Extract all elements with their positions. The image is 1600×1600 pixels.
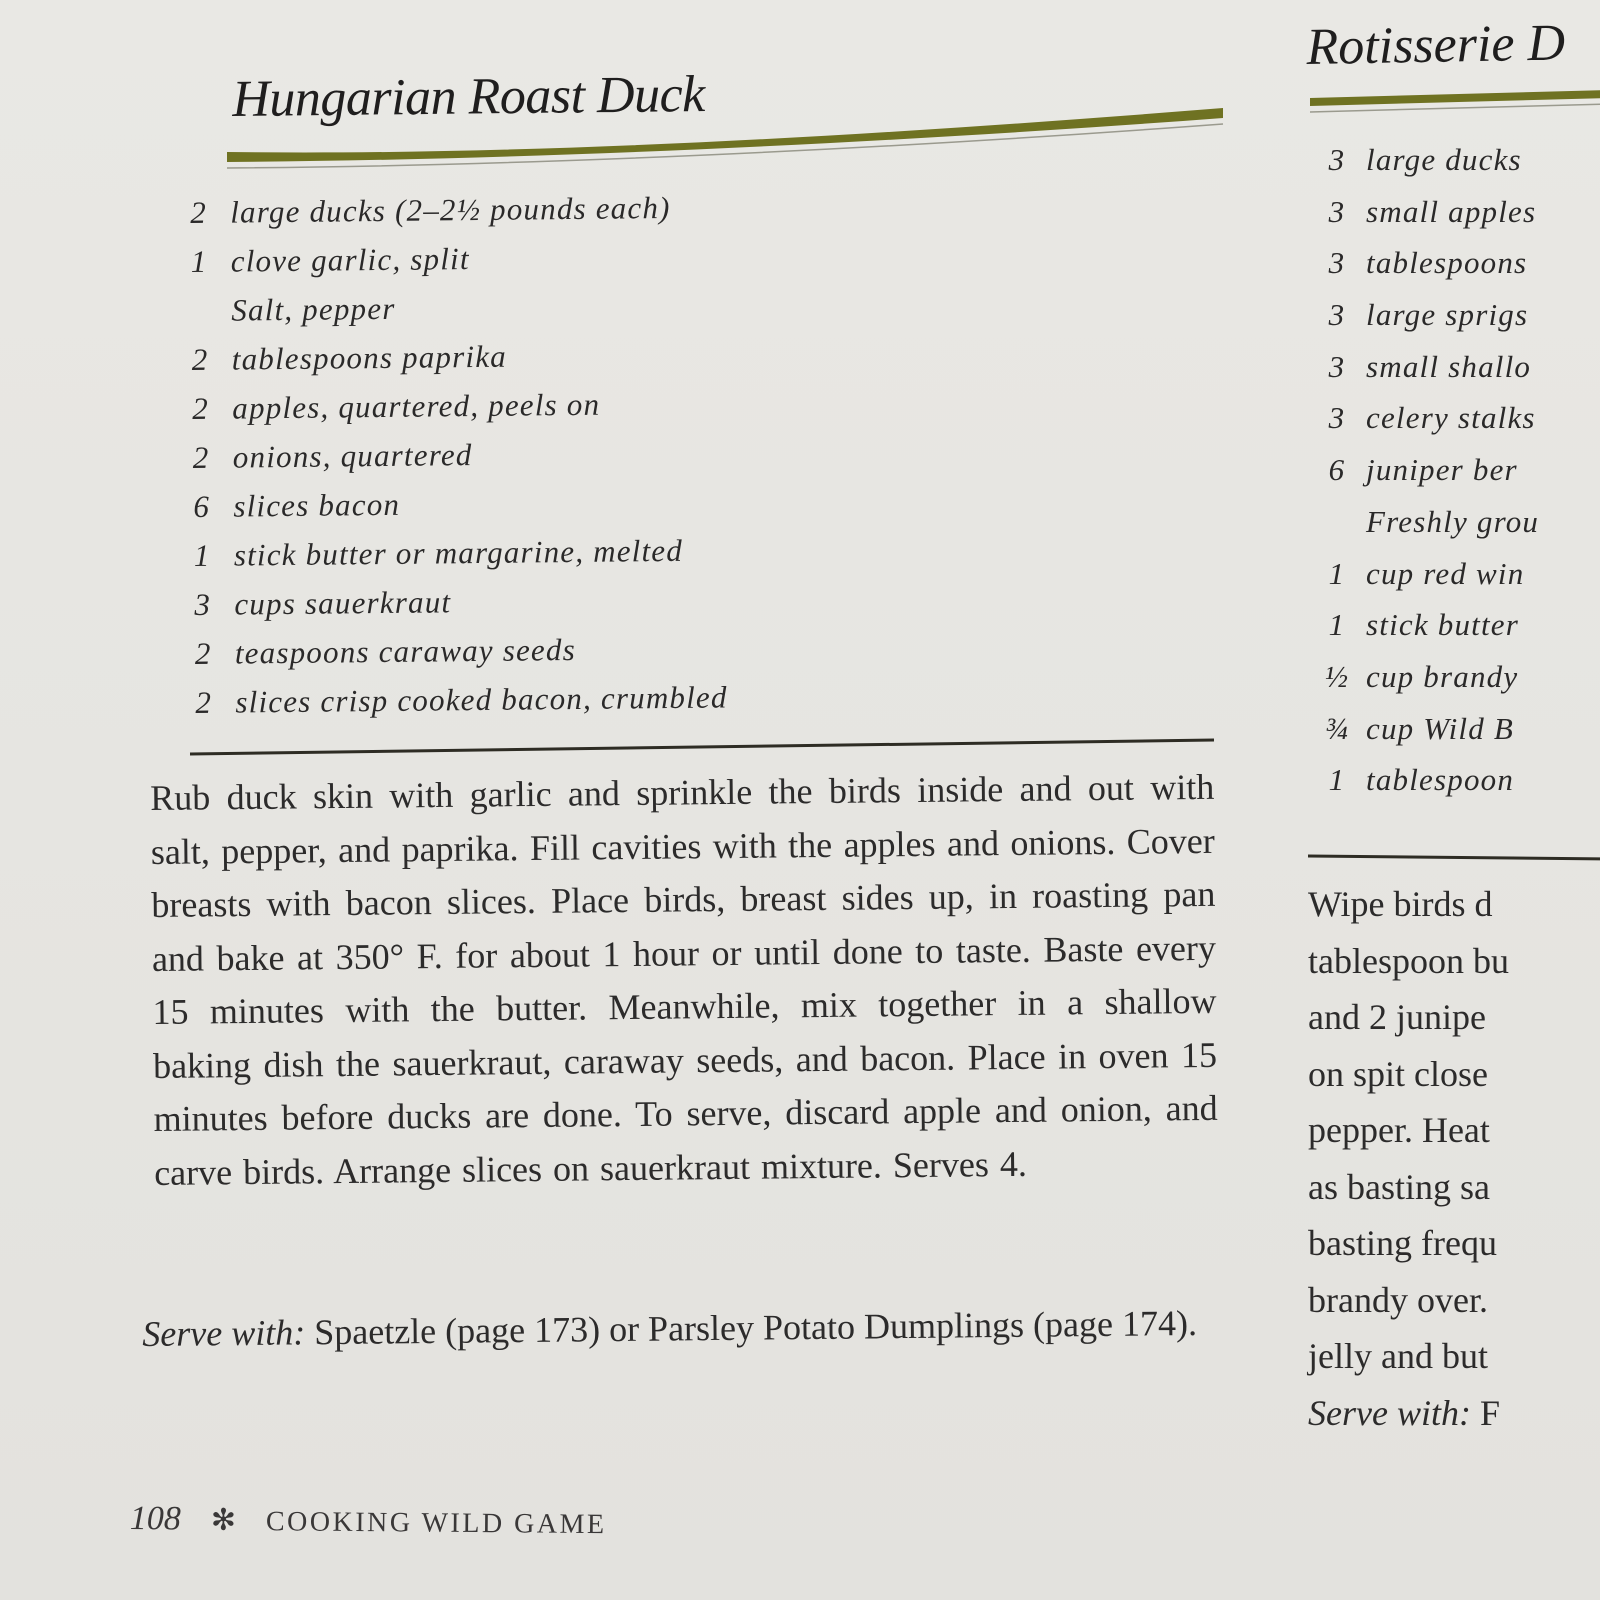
serve-with-text: Spaetzle (page 173) or Parsley Potato Dumplings (page 174). — [305, 1302, 1198, 1353]
recipe-method-right — [1308, 876, 1600, 1441]
ingredient-item: Salt, pepper — [231, 290, 396, 328]
section-divider-right — [1308, 853, 1600, 863]
serve-with-note-right — [1308, 1385, 1600, 1442]
ingredient-item: 1 tablespoon — [1328, 762, 1515, 798]
ingredient-item: 2 onions, quartered — [192, 437, 473, 475]
ingredient-item: 3 small shallo — [1328, 348, 1532, 384]
ingredient-list — [190, 181, 836, 727]
ingredient-item: 2 apples, quartered, peels on — [192, 386, 601, 426]
ingredient-item: 1 stick butter or margarine, melted — [193, 532, 684, 573]
next-recipe-column — [1300, 0, 1600, 1600]
ingredient-item: 3 tablespoons — [1328, 245, 1528, 281]
ingredient-item: 3 large sprigs — [1328, 297, 1529, 333]
method-line: brandy over. — [1308, 1279, 1488, 1320]
method-line: Wipe birds d — [1308, 884, 1493, 924]
serve-with-text-right: F — [1470, 1392, 1500, 1433]
ingredient-list-right — [1308, 134, 1539, 806]
ingredient-item: 2 slices crisp cooked bacon, crumbled — [195, 679, 728, 720]
ingredient-item: 6 slices bacon — [193, 486, 401, 524]
title-rule-right — [1310, 88, 1600, 118]
method-line: and 2 junipe — [1308, 997, 1486, 1037]
method-line: jelly and but — [1308, 1336, 1488, 1376]
ingredient-item: 1 cup red win — [1328, 555, 1525, 591]
ingredient-item: 3 cups sauerkraut — [194, 584, 452, 622]
method-line: as basting sa — [1308, 1166, 1490, 1207]
serve-with-label: Serve with: — [142, 1312, 306, 1354]
page-number: 108 — [129, 1500, 181, 1538]
serve-with-note — [142, 1297, 1214, 1361]
ingredient-item: Freshly grou — [1366, 503, 1540, 539]
title-rule — [225, 100, 1225, 170]
method-line: pepper. Heat — [1308, 1110, 1490, 1150]
section-title: COOKING WILD GAME — [265, 1506, 607, 1541]
ingredient-item: 2 tablespoons paprika — [191, 338, 508, 377]
serve-with-label-right: Serve with: — [1308, 1392, 1471, 1433]
recipe-method: Rub duck skin with garlic and sprinkle the birds inside and out with salt, pepper, and paprika. Fill cavities with the apples and onions. Cover breasts with bacon slices. Place birds, breast sides up, in roasting pan and bake at 350° F. for about 1 hour or until done to taste. Baste every 15 minutes with the butter. Meanwhile, mix together in a shallow baking dish the sauerkraut, caraway seeds, and bacon. Place in oven 15 minutes before ducks are done. To serve, discard apple and onion, and carve birds. Arrange slices on sauerkraut mixture. Serves 4. — [150, 766, 1218, 1193]
ingredient-item: 2 teaspoons caraway seeds — [194, 631, 577, 671]
ingredient-item: 1 clove garlic, split — [190, 241, 470, 279]
ingredient-item: ½ cup brandy — [1324, 658, 1519, 694]
ornament-icon: ✻ — [210, 1503, 237, 1537]
ingredient-item: 1 stick butter — [1328, 607, 1520, 643]
ingredient-item: 2 large ducks (2–2½ pounds each) — [190, 189, 671, 230]
method-line: on spit close — [1308, 1053, 1488, 1094]
section-divider — [188, 738, 1218, 758]
page-footer — [130, 1500, 607, 1542]
ingredient-item: 3 large ducks — [1328, 142, 1522, 177]
ingredient-item: 6 juniper ber — [1328, 452, 1518, 488]
recipe-title-right: Rotisserie D — [1306, 14, 1566, 76]
method-line: tablespoon bu — [1308, 940, 1509, 981]
ingredient-item: ¾ cup Wild B — [1324, 710, 1515, 746]
ingredient-item: 3 celery stalks — [1328, 400, 1536, 436]
ingredient-item: 3 small apples — [1328, 193, 1537, 229]
method-line: basting frequ — [1308, 1223, 1497, 1263]
recipe-title: Hungarian Roast Duck — [232, 66, 705, 128]
